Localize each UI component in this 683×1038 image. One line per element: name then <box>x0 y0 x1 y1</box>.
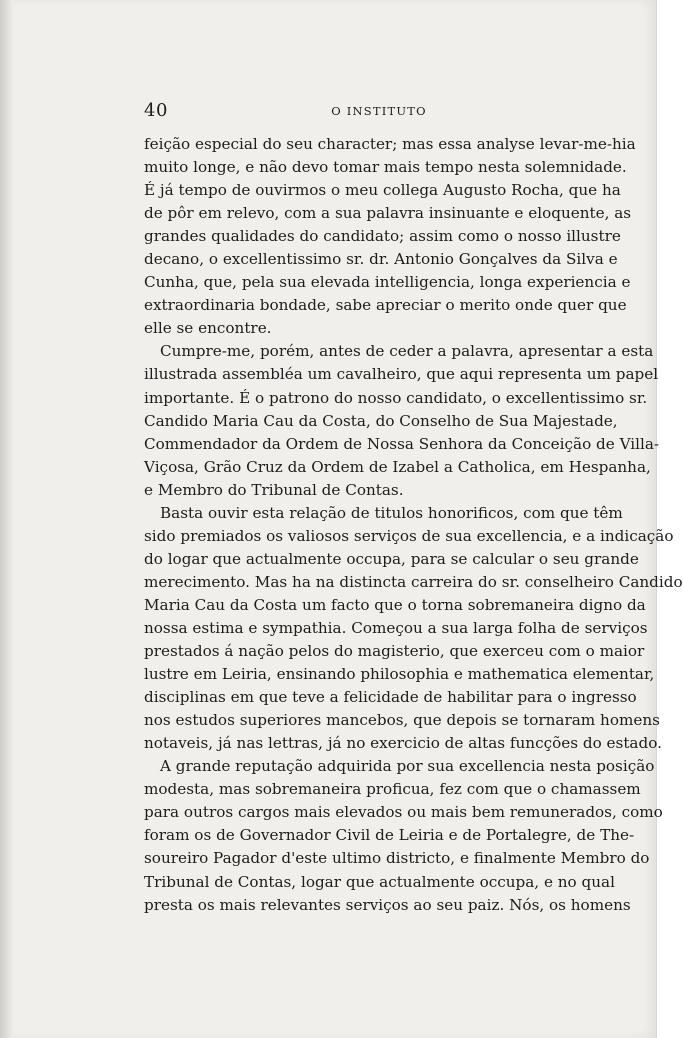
text-line: modesta, mas sobremaneira proficua, fez com que o chamassem <box>144 780 641 799</box>
body-text <box>144 133 683 917</box>
text-line: disciplinas em que teve a felicidade de habilitar para o ingresso <box>144 688 637 707</box>
text-line: É já tempo de ouvirmos o meu collega Augusto Rocha, que ha <box>144 181 621 200</box>
text-line: importante. É o patrono do nosso candidato, o excellentissimo sr. <box>144 388 648 407</box>
text-line: Viçosa, Grão Cruz da Ordem de Izabel a Catholica, em Hespanha, <box>144 457 651 476</box>
text-line: para outros cargos mais elevados ou mais bem remunerados, como <box>144 803 663 822</box>
text-line: Commendador da Ordem de Nossa Senhora da Conceição de Villa- <box>144 434 660 453</box>
text-line: lustre em Leiria, ensinando philosophia e mathematica elementar, <box>144 665 655 684</box>
text-line: illustrada assembléa um cavalheiro, que aqui representa um papel <box>144 365 659 384</box>
text-line: A grande reputação adquirida por sua excellencia nesta posição <box>160 757 655 776</box>
text-line: feição especial do seu character; mas essa analyse levar-me-hia <box>144 135 636 153</box>
text-line: Maria Cau da Costa um facto que o torna sobremaneira digno da <box>144 595 646 614</box>
text-line: sido premiados os valiosos serviços de sua excellencia, e a indicação <box>144 526 674 545</box>
text-line: prestados á nação pelos do magisterio, que exerceu com o maior <box>144 642 645 661</box>
text-line: soureiro Pagador d'este ultimo districto, e finalmente Membro do <box>144 849 650 868</box>
text-line: Cunha, que, pela sua elevada intelligencia, longa experiencia e <box>144 273 631 292</box>
text-line: extraordinaria bondade, sabe apreciar o merito onde quer que <box>144 296 627 315</box>
running-title: O INSTITUTO <box>331 104 427 118</box>
text-line: Basta ouvir esta relação de titulos honorificos, com que têm <box>160 503 623 522</box>
text-line: Tribunal de Contas, logar que actualmente occupa, e no qual <box>144 872 615 891</box>
text-line: nossa estima e sympathia. Começou a sua larga folha de serviços <box>144 618 648 637</box>
text-line: merecimento. Mas ha na distincta carreira do sr. conselheiro Candido <box>144 572 683 591</box>
text-line: elle se encontre. <box>144 319 272 338</box>
text-line: muito longe, e não devo tomar mais tempo nesta solemnidade. <box>144 158 627 177</box>
text-line: e Membro do Tribunal de Contas. <box>144 480 404 499</box>
text-line: Cumpre-me, porém, antes de ceder a palavra, apresentar a esta <box>160 342 654 361</box>
text-line: notaveis, já nas lettras, já no exercicio de altas funcções do estado. <box>144 734 662 753</box>
text-line: do logar que actualmente occupa, para se calcular o seu grande <box>144 549 639 568</box>
text-line: nos estudos superiores mancebos, que depois se tornaram homens <box>144 711 660 730</box>
text-line: foram os de Governador Civil de Leiria e de Portalegre, de The- <box>144 826 635 845</box>
page-number: 40 <box>144 100 168 121</box>
text-line: decano, o excellentissimo sr. dr. Antonio Gonçalves da Silva e <box>144 250 618 269</box>
text-line: de pôr em relevo, com a sua palavra insinuante e eloquente, as <box>144 204 632 223</box>
text-line: presta os mais relevantes serviços ao seu paiz. Nós, os homens <box>144 895 631 914</box>
text-line: grandes qualidades do candidato; assim como o nosso illustre <box>144 227 621 246</box>
text-line: Candido Maria Cau da Costa, do Conselho de Sua Majestade, <box>144 411 618 430</box>
page-header <box>144 100 614 124</box>
page-gutter-shadow <box>0 0 14 1038</box>
